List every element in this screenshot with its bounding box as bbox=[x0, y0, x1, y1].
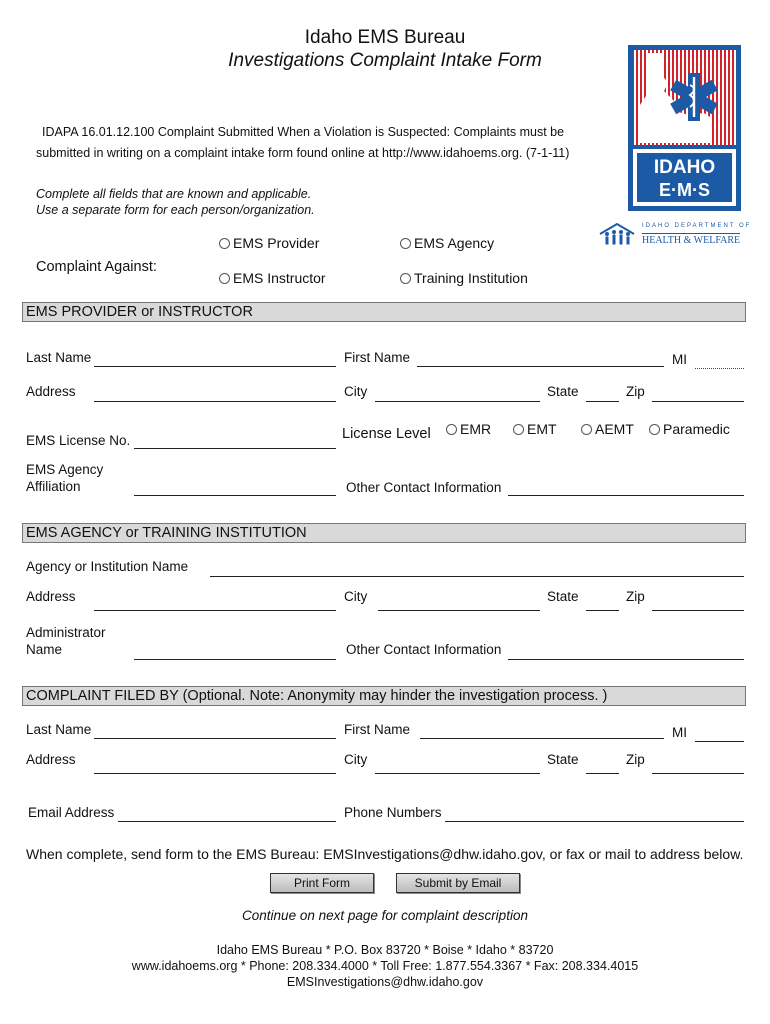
filed-by-zip-field[interactable] bbox=[652, 773, 744, 774]
radio-label: AEMT bbox=[595, 421, 634, 437]
bureau-contact: www.idahoems.org * Phone: 208.334.4000 * Toll Free: 1.877.554.3367 * Fax: 208.334.4015 bbox=[131, 959, 639, 973]
provider-mi-label: MI bbox=[672, 352, 687, 367]
filed-by-last-name-field[interactable] bbox=[94, 738, 336, 739]
idapa-text-line2: submitted in writing on a complaint intake form found online at http://www.idahoems.org. (7-1-11) bbox=[36, 146, 570, 160]
filed-by-first-name-field[interactable] bbox=[420, 738, 664, 739]
provider-license-no-label: EMS License No. bbox=[26, 433, 131, 448]
provider-first-name-field[interactable] bbox=[417, 366, 664, 367]
form-title: Idaho EMS Bureau bbox=[304, 27, 466, 48]
provider-zip-field[interactable] bbox=[652, 401, 744, 402]
provider-other-contact-field[interactable] bbox=[508, 495, 744, 496]
provider-section-header: EMS PROVIDER or INSTRUCTOR bbox=[22, 302, 746, 322]
provider-city-field[interactable] bbox=[375, 401, 540, 402]
radio-circle[interactable] bbox=[219, 273, 230, 284]
dhw-bottom-text: HEALTH & WELFARE bbox=[642, 235, 741, 246]
radio-circle[interactable] bbox=[649, 424, 660, 435]
idapa-text-line1: IDAPA 16.01.12.100 Complaint Submitted When a Violation is Suspected: Complaints must be bbox=[42, 125, 565, 139]
radio-ems-instructor[interactable] bbox=[219, 270, 326, 286]
instruction-line1: Complete all fields that are known and applicable. bbox=[36, 187, 312, 201]
provider-mi-field[interactable] bbox=[695, 368, 744, 369]
radio-label: Paramedic bbox=[663, 421, 730, 437]
continue-note: Continue on next page for complaint description bbox=[242, 908, 528, 923]
agency-zip-field[interactable] bbox=[652, 610, 744, 611]
agency-city-field[interactable] bbox=[378, 610, 540, 611]
agency-zip-label: Zip bbox=[626, 589, 645, 604]
filed-by-state-field[interactable] bbox=[586, 773, 619, 774]
radio-circle[interactable] bbox=[400, 238, 411, 249]
filed-by-section-header: COMPLAINT FILED BY (Optional. Note: Anonymity may hinder the investigation process. ) bbox=[22, 686, 746, 706]
form-subtitle: Investigations Complaint Intake Form bbox=[228, 50, 542, 71]
agency-state-label: State bbox=[547, 589, 579, 604]
radio-label: EMS Provider bbox=[233, 235, 320, 251]
radio-label: EMT bbox=[527, 421, 557, 437]
logo-ems-text: E·M·S bbox=[659, 180, 710, 200]
radio-level-aemt[interactable] bbox=[581, 421, 634, 437]
print-form-button[interactable]: Print Form bbox=[270, 873, 374, 893]
agency-administrator-field[interactable] bbox=[134, 659, 336, 660]
radio-label: EMS Instructor bbox=[233, 270, 326, 286]
radio-label: EMS Agency bbox=[414, 235, 495, 251]
agency-administrator-label-2: Name bbox=[26, 642, 63, 657]
provider-address-field[interactable] bbox=[94, 401, 336, 402]
dhw-logo bbox=[598, 222, 752, 248]
filed-by-city-label: City bbox=[344, 752, 368, 767]
filed-by-first-name-label: First Name bbox=[344, 722, 411, 737]
instruction-line2: Use a separate form for each person/organization. bbox=[36, 203, 315, 217]
idaho-ems-logo-graphic bbox=[628, 45, 741, 211]
filed-by-city-field[interactable] bbox=[375, 773, 540, 774]
filed-by-mi-field[interactable] bbox=[695, 741, 744, 742]
filed-by-address-field[interactable] bbox=[94, 773, 336, 774]
radio-ems-agency[interactable] bbox=[400, 235, 494, 251]
provider-agency-affiliation-label-1: EMS Agency bbox=[26, 462, 104, 477]
agency-address-field[interactable] bbox=[94, 610, 336, 611]
bureau-address: Idaho EMS Bureau * P.O. Box 83720 * Boise * Idaho * 83720 bbox=[216, 943, 554, 957]
provider-license-level-label: License Level bbox=[342, 426, 431, 442]
filed-by-mi-label: MI bbox=[672, 725, 687, 740]
filed-by-address-label: Address bbox=[26, 752, 76, 767]
dhw-people-icon bbox=[598, 222, 636, 246]
agency-name-field[interactable] bbox=[210, 576, 744, 577]
radio-level-emt[interactable] bbox=[513, 421, 557, 437]
dhw-top-text: IDAHO DEPARTMENT OF bbox=[642, 223, 752, 229]
agency-city-label: City bbox=[344, 589, 368, 604]
filed-by-state-label: State bbox=[547, 752, 579, 767]
agency-section-header: EMS AGENCY or TRAINING INSTITUTION bbox=[22, 523, 746, 543]
provider-city-label: City bbox=[344, 384, 368, 399]
provider-agency-affiliation-field[interactable] bbox=[134, 495, 336, 496]
radio-label: EMR bbox=[460, 421, 492, 437]
radio-circle[interactable] bbox=[400, 273, 411, 284]
provider-last-name-label: Last Name bbox=[26, 350, 92, 365]
filed-by-phone-field[interactable] bbox=[445, 821, 744, 822]
agency-administrator-label-1: Administrator bbox=[26, 625, 106, 640]
agency-other-contact-label: Other Contact Information bbox=[346, 642, 502, 657]
send-note: When complete, send form to the EMS Bureau: EMSInvestigations@dhw.idaho.gov, or fax or mail to address below. bbox=[26, 846, 744, 862]
agency-address-label: Address bbox=[26, 589, 76, 604]
radio-level-paramedic[interactable] bbox=[649, 421, 730, 437]
filed-by-email-label: Email Address bbox=[28, 805, 115, 820]
provider-state-field[interactable] bbox=[586, 401, 619, 402]
provider-last-name-field[interactable] bbox=[94, 366, 336, 367]
agency-other-contact-field[interactable] bbox=[508, 659, 744, 660]
filed-by-last-name-label: Last Name bbox=[26, 722, 92, 737]
logo-idaho-text: IDAHO bbox=[653, 157, 716, 178]
radio-level-emr[interactable] bbox=[446, 421, 491, 437]
submit-by-email-button[interactable]: Submit by Email bbox=[396, 873, 520, 893]
provider-other-contact-label: Other Contact Information bbox=[346, 480, 502, 495]
radio-ems-provider[interactable] bbox=[219, 235, 319, 251]
radio-circle[interactable] bbox=[219, 238, 230, 249]
provider-agency-affiliation-label-2: Affiliation bbox=[26, 479, 81, 494]
radio-circle[interactable] bbox=[581, 424, 592, 435]
agency-state-field[interactable] bbox=[586, 610, 619, 611]
radio-circle[interactable] bbox=[513, 424, 524, 435]
provider-first-name-label: First Name bbox=[344, 350, 411, 365]
radio-training-institution[interactable] bbox=[400, 270, 528, 286]
agency-name-label: Agency or Institution Name bbox=[26, 559, 189, 574]
idaho-ems-logo bbox=[628, 45, 741, 211]
radio-label: Training Institution bbox=[414, 270, 528, 286]
bureau-email: EMSInvestigations@dhw.idaho.gov bbox=[286, 975, 484, 989]
filed-by-email-field[interactable] bbox=[118, 821, 336, 822]
provider-state-label: State bbox=[547, 384, 579, 399]
provider-zip-label: Zip bbox=[626, 384, 645, 399]
provider-address-label: Address bbox=[26, 384, 76, 399]
provider-license-no-field[interactable] bbox=[134, 448, 336, 449]
radio-circle[interactable] bbox=[446, 424, 457, 435]
complaint-against-label: Complaint Against: bbox=[36, 259, 157, 275]
filed-by-phone-label: Phone Numbers bbox=[344, 805, 442, 820]
filed-by-zip-label: Zip bbox=[626, 752, 645, 767]
